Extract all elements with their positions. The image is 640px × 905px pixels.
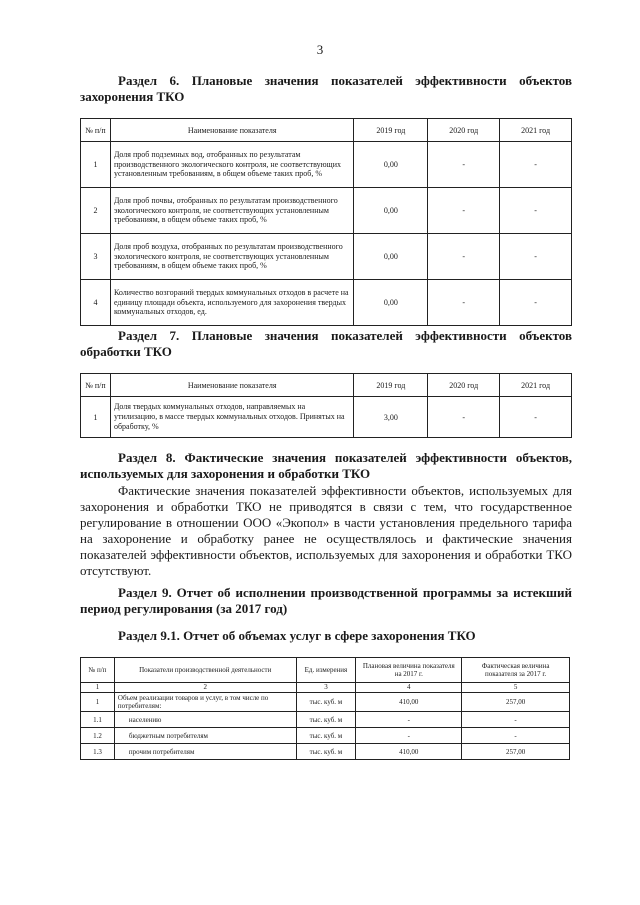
row-2021: -: [500, 397, 572, 438]
header-name: Наименование показателя: [110, 119, 353, 142]
row-name: Доля проб почвы, отобранных по результатам производственного экологического контроля, не соответствующих установленным требованиям, в общем объеме таких проб, %: [110, 188, 353, 234]
row-fact: 257,00: [462, 744, 570, 760]
section7-table: [80, 373, 572, 438]
header-num: № п/п: [81, 658, 115, 683]
header-2019: 2019 год: [354, 119, 428, 142]
header-indicator: Показатели производственной деятельности: [114, 658, 296, 683]
table-row: [81, 280, 572, 326]
row-indicator: населению: [114, 712, 296, 728]
header-2020: 2020 год: [428, 119, 500, 142]
header-unit: Ед. измерения: [296, 658, 356, 683]
column-number-row: [81, 683, 570, 693]
table-row: [81, 397, 572, 438]
row-fact: -: [462, 728, 570, 744]
header-2020: 2020 год: [428, 374, 500, 397]
row-2020: -: [428, 188, 500, 234]
row-num: 4: [81, 280, 111, 326]
row-num: 1: [81, 397, 111, 438]
table-row: [81, 744, 570, 760]
row-name: Количество возгораний твердых коммунальных отходов в расчете на единицу площади объекта, используемого для захоронения твердых коммунальных отходов, ед.: [110, 280, 353, 326]
section7-title: Раздел 7. Плановые значения показателей эффективности объектов обработки ТКО: [80, 328, 572, 359]
section6-title: Раздел 6. Плановые значения показателей эффективности объектов захоронения ТКО: [80, 73, 572, 104]
row-2020: -: [428, 234, 500, 280]
row-2019: 0,00: [354, 142, 428, 188]
row-plan: -: [356, 712, 462, 728]
row-num: 1: [81, 693, 115, 712]
header-2019: 2019 год: [354, 374, 428, 397]
table-row: [81, 142, 572, 188]
row-indicator: прочим потребителям: [114, 744, 296, 760]
row-2020: -: [428, 142, 500, 188]
row-unit: тыс. куб. м: [296, 693, 356, 712]
section91-title: Раздел 9.1. Отчет об объемах услуг в сфере захоронения ТКО: [118, 628, 476, 643]
row-2019: 0,00: [354, 234, 428, 280]
section6-table: [80, 118, 572, 326]
row-fact: 257,00: [462, 693, 570, 712]
table-header-row: [81, 119, 572, 142]
row-2020: -: [428, 280, 500, 326]
col-number: 5: [462, 683, 570, 693]
row-indicator: Объем реализации товаров и услуг, в том числе по потребителям:: [114, 693, 296, 712]
table-header-row: [81, 374, 572, 397]
row-indicator: бюджетным потребителям: [114, 728, 296, 744]
row-num: 2: [81, 188, 111, 234]
table-row: [81, 728, 570, 744]
page-number: 3: [316, 42, 324, 57]
row-name: Доля твердых коммунальных отходов, направляемых на утилизацию, в массе твердых коммунальных отходов. Принятых на обработку, %: [110, 397, 353, 438]
row-fact: -: [462, 712, 570, 728]
row-2019: 0,00: [354, 188, 428, 234]
section8-title: Раздел 8. Фактические значения показателей эффективности объектов, используемых для захоронения и обработки ТКО: [80, 450, 572, 481]
row-num: 1: [81, 142, 111, 188]
section91-table: [80, 657, 570, 760]
section8-paragraph: Фактические значения показателей эффективности объектов, используемых для захоронения и обработки ТКО не приводятся в связи с тем, что государственное регулирование в отношении ООО «Экопол» в части установления предельного тарифа на захоронение и обработку ранее не осуществлялось и фактические значения показателей эффективности объектов, используемых для захоронения и обработки ТКО отсутствуют.: [80, 483, 572, 578]
row-unit: тыс. куб. м: [296, 728, 356, 744]
header-2021: 2021 год: [500, 374, 572, 397]
section9-title: Раздел 9. Отчет об исполнении производственной программы за истекший период регулирования (за 2017 год): [80, 585, 572, 616]
row-name: Доля проб воздуха, отобранных по результатам производственного экологического контроля, не соответствующих установленным требованиям, в общем объеме таких проб, %: [110, 234, 353, 280]
row-2021: -: [500, 142, 572, 188]
header-fact: Фактическая величина показателя за 2017 г.: [462, 658, 570, 683]
col-number: 4: [356, 683, 462, 693]
row-plan: -: [356, 728, 462, 744]
header-num: № п/п: [81, 119, 111, 142]
table-row: [81, 188, 572, 234]
header-name: Наименование показателя: [110, 374, 353, 397]
row-num: 1.3: [81, 744, 115, 760]
row-num: 1.1: [81, 712, 115, 728]
row-2020: -: [428, 397, 500, 438]
row-plan: 410,00: [356, 744, 462, 760]
col-number: 1: [81, 683, 115, 693]
header-2021: 2021 год: [500, 119, 572, 142]
row-unit: тыс. куб. м: [296, 712, 356, 728]
table-row: [81, 234, 572, 280]
row-2021: -: [500, 188, 572, 234]
col-number: 3: [296, 683, 356, 693]
table-row: [81, 712, 570, 728]
row-num: 1.2: [81, 728, 115, 744]
header-plan: Плановая величина показателя на 2017 г.: [356, 658, 462, 683]
col-number: 2: [114, 683, 296, 693]
row-plan: 410,00: [356, 693, 462, 712]
row-num: 3: [81, 234, 111, 280]
row-2021: -: [500, 280, 572, 326]
row-2021: -: [500, 234, 572, 280]
table-header-row: [81, 658, 570, 683]
row-2019: 3,00: [354, 397, 428, 438]
row-unit: тыс. куб. м: [296, 744, 356, 760]
table-row: [81, 693, 570, 712]
row-name: Доля проб подземных вод, отобранных по результатам производственного экологического контроля, не соответствующих установленным требованиям, в общем объеме таких проб, %: [110, 142, 353, 188]
header-num: № п/п: [81, 374, 111, 397]
row-2019: 0,00: [354, 280, 428, 326]
